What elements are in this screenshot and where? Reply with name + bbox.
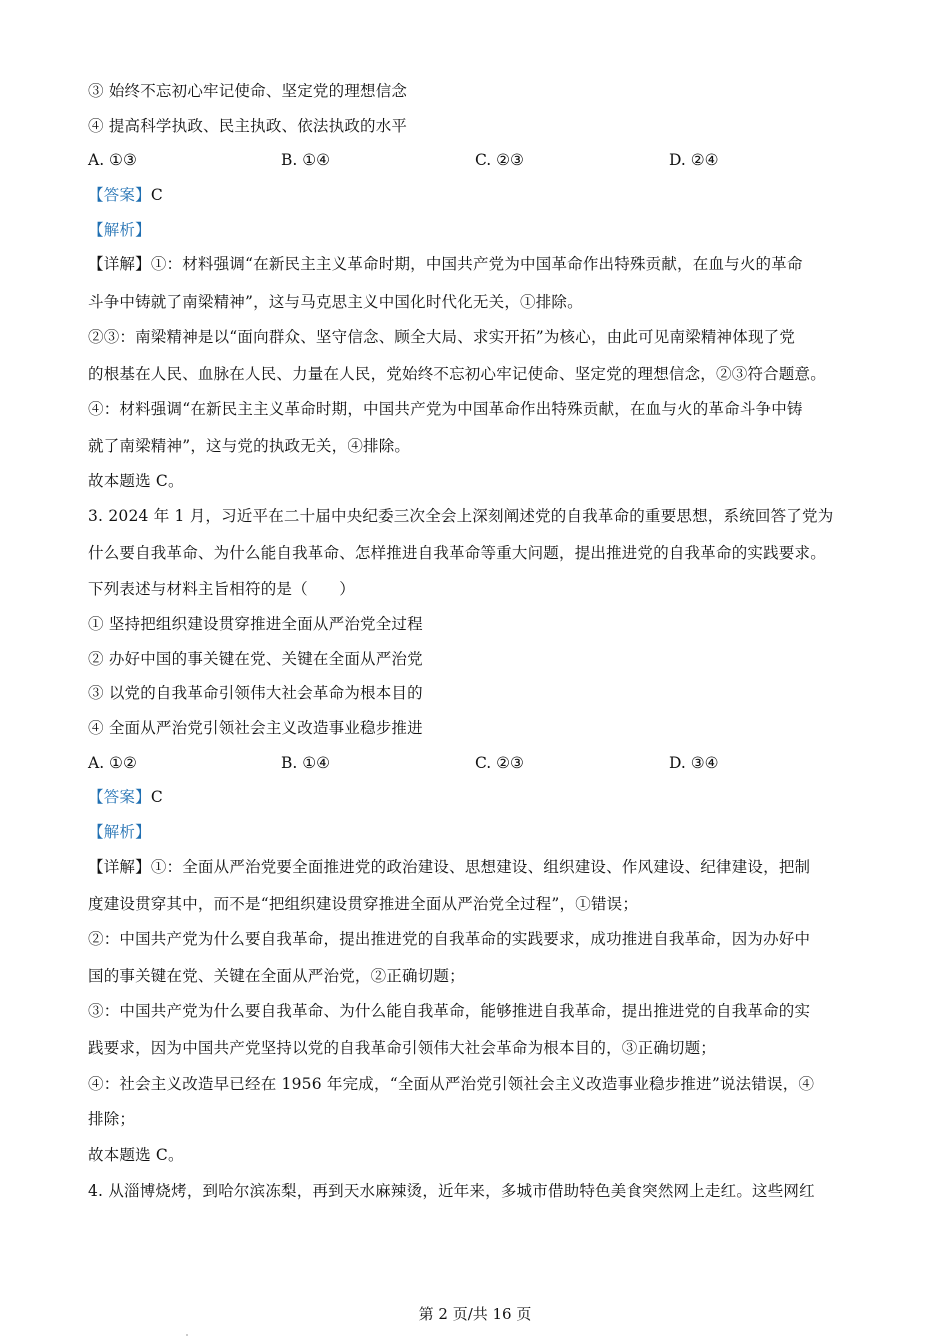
q2-option-c: C. ②③ — [475, 151, 524, 169]
q3-detail-line-3: ②：中国共产党为什么要自我革命，提出推进党的自我革命的实践要求，成功推进自我革命，因为办好中 — [88, 930, 811, 948]
q3-conclusion: 故本题选 C。 — [88, 1146, 184, 1164]
q3-statement-3: ③ 以党的自我革命引领伟大社会革命为根本目的 — [88, 684, 423, 702]
q2-option-d: D. ②④ — [669, 151, 719, 169]
q3-detail-line-1 — [88, 856, 810, 878]
q3-statement-4: ④ 全面从严治党引领社会主义改造事业稳步推进 — [88, 719, 423, 737]
q3-option-c: C. ②③ — [475, 754, 524, 772]
answer-value: C — [150, 788, 163, 806]
page-footer: 第 2 页/共 16 页 — [418, 1305, 532, 1323]
q3-option-b: B. ①④ — [281, 754, 331, 772]
q3-stem-line-2: 什么要自我革命、为什么能自我革命、怎样推进自我革命等重大问题，提出推进党的自我革命的实践要求。 — [88, 544, 826, 562]
q3-analysis-tag: 【解析】 — [88, 823, 151, 841]
q2-conclusion: 故本题选 C。 — [88, 472, 184, 490]
q2-detail-line-2: 斗争中铸就了南梁精神”，这与马克思主义中国化时代化无关，①排除。 — [88, 293, 583, 311]
detail-text: ①：材料强调“在新民主主义革命时期，中国共产党为中国革命作出特殊贡献，在血与火的革命 — [150, 255, 803, 273]
q2-option-a: A. ①③ — [88, 151, 137, 169]
q3-option-d: D. ③④ — [669, 754, 719, 772]
q2-detail-line-6: 就了南梁精神”，这与党的执政无关，④排除。 — [88, 437, 411, 455]
q3-detail-line-8: 排除； — [88, 1110, 136, 1128]
detail-text: ①：全面从严治党要全面推进党的政治建设、思想建设、组织建设、作风建设、纪律建设，把制 — [150, 858, 811, 876]
q3-detail-line-2: 度建设贯穿其中，而不是“把组织建设贯穿推进全面从严治党全过程”，①错误； — [88, 895, 639, 913]
q2-detail-line-1 — [88, 253, 803, 275]
q3-detail-line-6: 践要求，因为中国共产党坚持以党的自我革命引领伟大社会革命为根本目的，③正确切题； — [88, 1039, 717, 1057]
q2-option-b: B. ①④ — [281, 151, 331, 169]
answer-value: C — [150, 186, 163, 204]
q3-statement-1: ① 坚持把组织建设贯穿推进全面从严治党全过程 — [88, 615, 423, 633]
q2-detail-line-4: 的根基在人民、血脉在人民、力量在人民，党始终不忘初心牢记使命、坚定党的理想信念，②③符合题意。 — [88, 365, 826, 383]
q2-answer — [88, 184, 163, 206]
q2-statement-3: ③ 始终不忘初心牢记使命、坚定党的理想信念 — [88, 82, 408, 100]
q3-detail-line-7: ④：社会主义改造早已经在 1956 年完成，“全面从严治党引领社会主义改造事业稳步推进”说法错误，④ — [88, 1075, 815, 1093]
answer-tag: 【答案】 — [88, 788, 151, 806]
q3-detail-line-5: ③：中国共产党为什么要自我革命、为什么能自我革命，能够推进自我革命，提出推进党的自我革命的实 — [88, 1002, 811, 1020]
q3-detail-line-4: 国的事关键在党、关键在全面从严治党，②正确切题； — [88, 967, 465, 985]
q3-option-a: A. ①② — [88, 754, 137, 772]
q3-statement-2: ② 办好中国的事关键在党、关键在全面从严治党 — [88, 650, 423, 668]
detail-tag: 【详解】 — [88, 858, 151, 876]
scan-mark — [186, 1334, 188, 1336]
q3-answer — [88, 786, 163, 808]
q2-detail-line-3: ②③：南梁精神是以“面向群众、坚守信念、顾全大局、求实开拓”为核心，由此可见南梁精神体现了党 — [88, 328, 796, 346]
detail-tag: 【详解】 — [88, 255, 151, 273]
answer-tag: 【答案】 — [88, 186, 151, 204]
q2-analysis-tag: 【解析】 — [88, 221, 151, 239]
q2-detail-line-5: ④：材料强调“在新民主主义革命时期，中国共产党为中国革命作出特殊贡献，在血与火的革命斗争中铸 — [88, 400, 803, 418]
q2-statement-4: ④ 提高科学执政、民主执政、依法执政的水平 — [88, 117, 408, 135]
q4-stem-line-1: 4. 从淄博烧烤，到哈尔滨冻梨，再到天水麻辣烫，近年来，多城市借助特色美食突然网上走红。这些网红 — [88, 1182, 815, 1200]
q3-stem-line-3: 下列表述与材料主旨相符的是（ ） — [88, 580, 355, 598]
q3-stem-line-1: 3. 2024 年 1 月，习近平在二十届中央纪委三次全会上深刻阐述党的自我革命的重要思想，系统回答了党为 — [88, 507, 834, 525]
